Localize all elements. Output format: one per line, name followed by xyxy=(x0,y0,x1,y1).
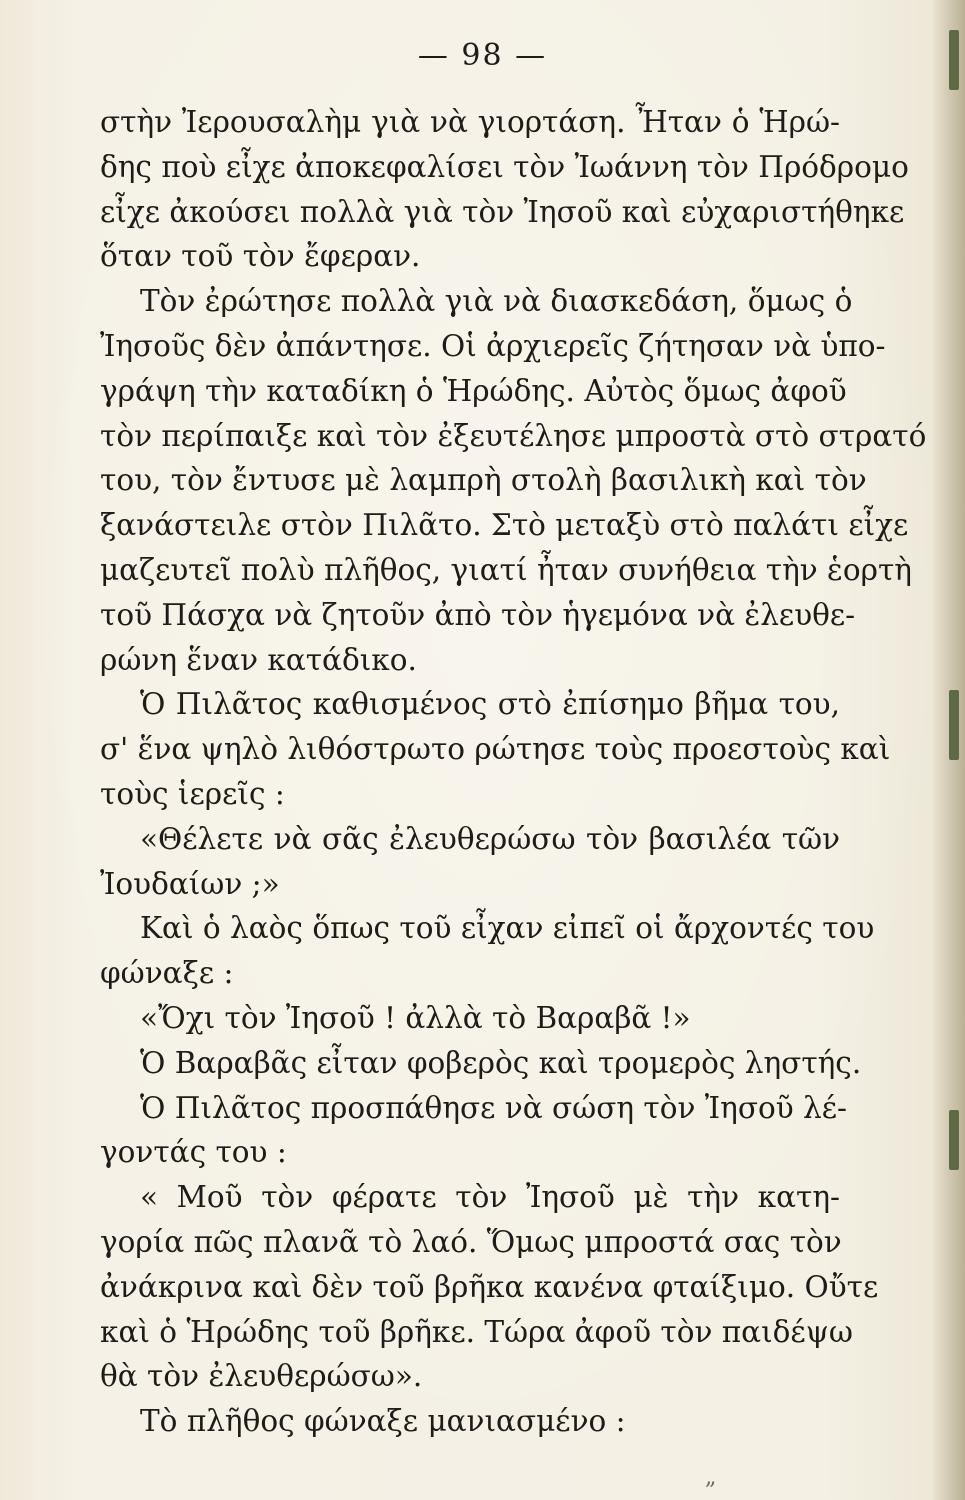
text-line: μαζευτεῖ πολὺ πλῆθος, γιατί ἦταν συνήθεια τὴν ἑορτὴ xyxy=(100,552,912,587)
book-spine-edge xyxy=(931,0,965,1500)
text-line: θὰ τὸν ἐλευθερώσω». xyxy=(100,1359,423,1394)
text-line: ρώνη ἕναν κατάδικο. xyxy=(100,642,417,677)
text-line: φώναξε : xyxy=(100,956,234,991)
text-line: Ἰησοῦς δὲν ἀπάντησε. Οἱ ἀρχιερεῖς ζήτησαν νὰ ὑπο- xyxy=(100,328,886,363)
text-line: σ' ἕνα ψηλὸ λιθόστρωτο ρώτησε τοὺς προεστοὺς καὶ xyxy=(100,732,891,767)
text-line: Καὶ ὁ λαὸς ὅπως τοῦ εἶχαν εἰπεῖ οἱ ἄρχοντές του xyxy=(140,911,875,946)
text-line: Ἰουδαίων ;» xyxy=(100,866,280,901)
text-line: του, τὸν ἔντυσε μὲ λαμπρὴ στολὴ βασιλικὴ καὶ τὸν xyxy=(100,463,867,498)
text-line: τοῦ Πάσχα νὰ ζητοῦν ἀπὸ τὸν ἡγεμόνα νὰ ἐλευθε- xyxy=(100,597,856,632)
text-line: ξανάστειλε στὸν Πιλᾶτο. Στὸ μεταξὺ στὸ παλάτι εἶχε xyxy=(100,508,909,543)
text-line: Ὁ Βαραβᾶς εἶταν φοβερὸς καὶ τρομερὸς ληστής. xyxy=(140,1045,862,1080)
text-line: ἀνάκρινα καὶ δὲν τοῦ βρῆκα κανένα φταίξιμο. Οὔτε xyxy=(100,1269,879,1304)
text-line: εἶχε ἀκούσει πολλὰ γιὰ τὸν Ἰησοῦ καὶ εὐχαριστήθηκε xyxy=(100,194,905,229)
text-line: καὶ ὁ Ἡρώδης τοῦ βρῆκε. Τώρα ἀφοῦ τὸν παιδέψω xyxy=(100,1314,853,1349)
text-line: δης ποὺ εἶχε ἀποκεφαλίσει τὸν Ἰωάννη τὸν Πρόδρομο xyxy=(100,149,909,184)
text-line: γοντάς του : xyxy=(100,1135,287,1170)
text-line: Ὁ Πιλᾶτος προσπάθησε νὰ σώση τὸν Ἰησοῦ λέ- xyxy=(140,1090,847,1125)
text-line: Τὸν ἐρώτησε πολλὰ γιὰ νὰ διασκεδάση, ὅμως ὁ xyxy=(140,284,853,319)
text-line: «Θέλετε νὰ σᾶς ἐλευθερώσω τὸν βασιλέα τῶν xyxy=(140,821,840,856)
text-line: γράψη τὴν καταδίκη ὁ Ἡρώδης. Αὐτὸς ὅμως ἀφοῦ xyxy=(100,373,847,408)
body-text xyxy=(100,100,927,1444)
text-line: Ὁ Πιλᾶτος καθισμένος στὸ ἐπίσημο βῆμα του, xyxy=(140,687,840,722)
text-line: «Ὄχι τὸν Ἰησοῦ ! ἀλλὰ τὸ Βαραβᾶ !» xyxy=(140,1000,691,1035)
text-line: τοὺς ἱερεῖς : xyxy=(100,776,285,811)
text-line: Τὸ πλῆθος φώναξε μανιασμένο : xyxy=(140,1404,626,1439)
text-line: « Μοῦ τὸν φέρατε τὸν Ἰησοῦ μὲ τὴν κατη- xyxy=(140,1180,840,1215)
spine-tab-lower xyxy=(949,1110,959,1170)
text-line: ὅταν τοῦ τὸν ἔφεραν. xyxy=(100,239,421,274)
spine-tab-middle xyxy=(949,690,959,760)
text-line: γορία πῶς πλανᾶ τὸ λαό. Ὅμως μπροστά σας τὸν xyxy=(100,1224,842,1259)
page-number-header: — 98 — xyxy=(417,38,548,73)
margin-pencil-mark: „ xyxy=(705,1465,717,1490)
text-line: στὴν Ἰερουσαλὴμ γιὰ νὰ γιορτάση. Ἦταν ὁ Ἡρώ- xyxy=(100,105,840,139)
text-line: τὸν περίπαιξε καὶ τὸν ἐξευτέλησε μπροστὰ στὸ στρατό xyxy=(100,418,927,453)
